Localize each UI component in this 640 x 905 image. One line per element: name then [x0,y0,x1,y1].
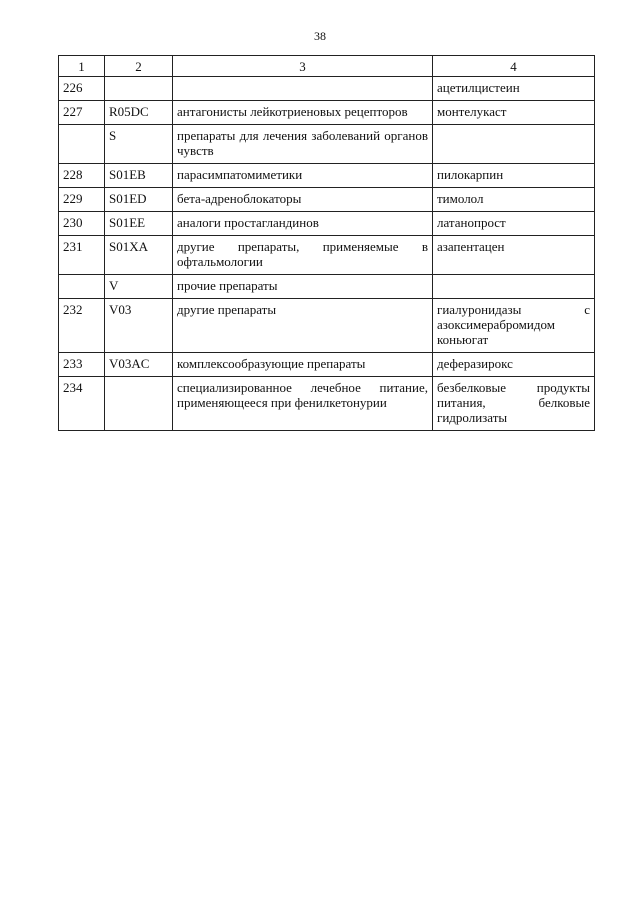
row-number: 234 [59,377,105,431]
drug-name: пилокарпин [433,164,595,188]
table-header-row [59,56,595,77]
table-row [59,299,595,353]
atc-code: S01XA [105,236,173,275]
drug-name: латанопрост [433,212,595,236]
drug-group: препараты для лечения заболеваний органов чувств [173,125,433,164]
atc-code: S01EE [105,212,173,236]
table-row [59,236,595,275]
drug-name [433,125,595,164]
table-row [59,275,595,299]
table-row [59,101,595,125]
drug-group: специализированное лечебное питание, применяющееся при фенилкетонурии [173,377,433,431]
drug-name: монтелукаст [433,101,595,125]
row-number [59,125,105,164]
table-row [59,77,595,101]
drug-name: деферазирокс [433,353,595,377]
drug-group: комплексообразующие препараты [173,353,433,377]
drug-name: гиалуронидазы с азоксимерабромидом коньюгат [433,299,595,353]
row-number: 232 [59,299,105,353]
table-row [59,377,595,431]
drug-group [173,77,433,101]
column-header: 3 [173,56,433,77]
atc-code: R05DC [105,101,173,125]
column-header: 2 [105,56,173,77]
drug-name [433,275,595,299]
row-number [59,275,105,299]
drug-group: другие препараты, применяемые в офтальмологии [173,236,433,275]
atc-code: S01EB [105,164,173,188]
atc-code: V03AC [105,353,173,377]
table-row [59,212,595,236]
atc-code: S [105,125,173,164]
page-number: 38 [314,29,326,43]
drug-group: прочие препараты [173,275,433,299]
drug-table [58,55,595,431]
row-number: 231 [59,236,105,275]
drug-name: тимолол [433,188,595,212]
row-number: 227 [59,101,105,125]
drug-group: другие препараты [173,299,433,353]
drug-group: парасимпатомиметики [173,164,433,188]
row-number: 233 [59,353,105,377]
row-number: 230 [59,212,105,236]
row-number: 228 [59,164,105,188]
drug-name: азапентацен [433,236,595,275]
table-row [59,125,595,164]
drug-name: ацетилцистеин [433,77,595,101]
atc-code [105,377,173,431]
column-header: 1 [59,56,105,77]
drug-group: аналоги простагландинов [173,212,433,236]
atc-code: S01ED [105,188,173,212]
row-number: 229 [59,188,105,212]
atc-code: V03 [105,299,173,353]
table-row [59,188,595,212]
atc-code: V [105,275,173,299]
drug-group: бета-адреноблокаторы [173,188,433,212]
drug-group: антагонисты лейкотриеновых рецепторов [173,101,433,125]
drug-name: безбелковые продукты питания, белковые гидролизаты [433,377,595,431]
table-row [59,353,595,377]
row-number: 226 [59,77,105,101]
table-row [59,164,595,188]
atc-code [105,77,173,101]
column-header: 4 [433,56,595,77]
